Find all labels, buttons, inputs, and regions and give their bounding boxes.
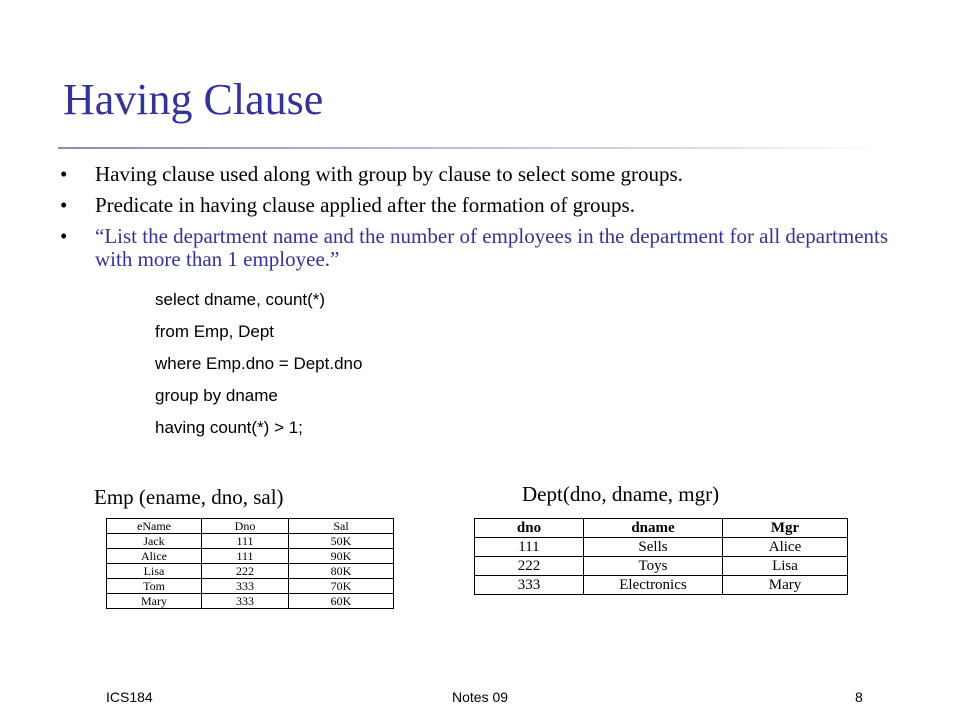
emp-schema-label: Emp (ename, dno, sal) xyxy=(94,485,284,509)
table-cell: Mary xyxy=(723,576,848,595)
table-cell: Tom xyxy=(107,579,202,594)
table-cell: Alice xyxy=(723,538,848,557)
table-row xyxy=(107,564,394,579)
footer-page-number: 8 xyxy=(855,689,863,705)
table-row xyxy=(475,557,848,576)
dept-table xyxy=(474,518,848,595)
table-header-cell: Dno xyxy=(202,519,289,534)
table-header-cell: dname xyxy=(584,519,723,538)
table-cell: Alice xyxy=(107,549,202,564)
table-row xyxy=(107,534,394,549)
bullet-item xyxy=(60,194,920,217)
footer-notes: Notes 09 xyxy=(452,689,509,705)
bullet-list xyxy=(60,163,920,279)
table-cell: 80K xyxy=(289,564,394,579)
table-row xyxy=(107,549,394,564)
table-header-cell: Sal xyxy=(289,519,394,534)
sql-line: select dname, count(*) xyxy=(155,290,326,309)
table-cell: 60K xyxy=(289,594,394,609)
table-row xyxy=(475,538,848,557)
bullet-text: Having clause used along with group by clause to select some groups. xyxy=(95,162,683,186)
bullet-dot: • xyxy=(60,162,68,186)
table-cell: 111 xyxy=(202,534,289,549)
bullet-item-query-description xyxy=(60,225,920,271)
table-cell: 90K xyxy=(289,549,394,564)
table-cell: 50K xyxy=(289,534,394,549)
table-cell: Lisa xyxy=(107,564,202,579)
bullet-item xyxy=(60,163,920,186)
table-cell: 111 xyxy=(475,538,584,557)
table-cell: 333 xyxy=(202,594,289,609)
table-cell: 222 xyxy=(475,557,584,576)
table-cell: Jack xyxy=(107,534,202,549)
table-header-row xyxy=(107,519,394,534)
table-cell: 70K xyxy=(289,579,394,594)
table-cell: 111 xyxy=(202,549,289,564)
table-cell: Electronics xyxy=(584,576,723,595)
table-row xyxy=(107,579,394,594)
sql-line: where Emp.dno = Dept.dno xyxy=(155,354,363,373)
sql-line: group by dname xyxy=(155,386,278,405)
bullet-dot: • xyxy=(60,224,68,248)
dept-schema-label: Dept(dno, dname, mgr) xyxy=(522,482,720,506)
table-header-row xyxy=(475,519,848,538)
table-cell: Sells xyxy=(584,538,723,557)
table-row xyxy=(107,594,394,609)
table-header-cell: Mgr xyxy=(723,519,848,538)
table-cell: 333 xyxy=(202,579,289,594)
footer-course: ICS184 xyxy=(106,689,153,705)
sql-line: having count(*) > 1; xyxy=(155,418,303,437)
slide-title: Having Clause xyxy=(63,75,324,124)
table-header-cell: eName xyxy=(107,519,202,534)
table-cell: Mary xyxy=(107,594,202,609)
bullet-text: “List the department name and the number of employees in the department for all departments with more than 1 employee.” xyxy=(95,224,889,271)
bullet-text: Predicate in having clause applied after the formation of groups. xyxy=(95,193,635,217)
table-cell: Toys xyxy=(584,557,723,576)
sql-query xyxy=(155,284,362,444)
table-cell: Lisa xyxy=(723,557,848,576)
table-row xyxy=(475,576,848,595)
bullet-dot: • xyxy=(60,193,68,217)
table-header-cell: dno xyxy=(475,519,584,538)
emp-table xyxy=(106,518,394,609)
title-divider xyxy=(58,147,884,149)
sql-line: from Emp, Dept xyxy=(155,322,275,341)
table-cell: 333 xyxy=(475,576,584,595)
table-cell: 222 xyxy=(202,564,289,579)
